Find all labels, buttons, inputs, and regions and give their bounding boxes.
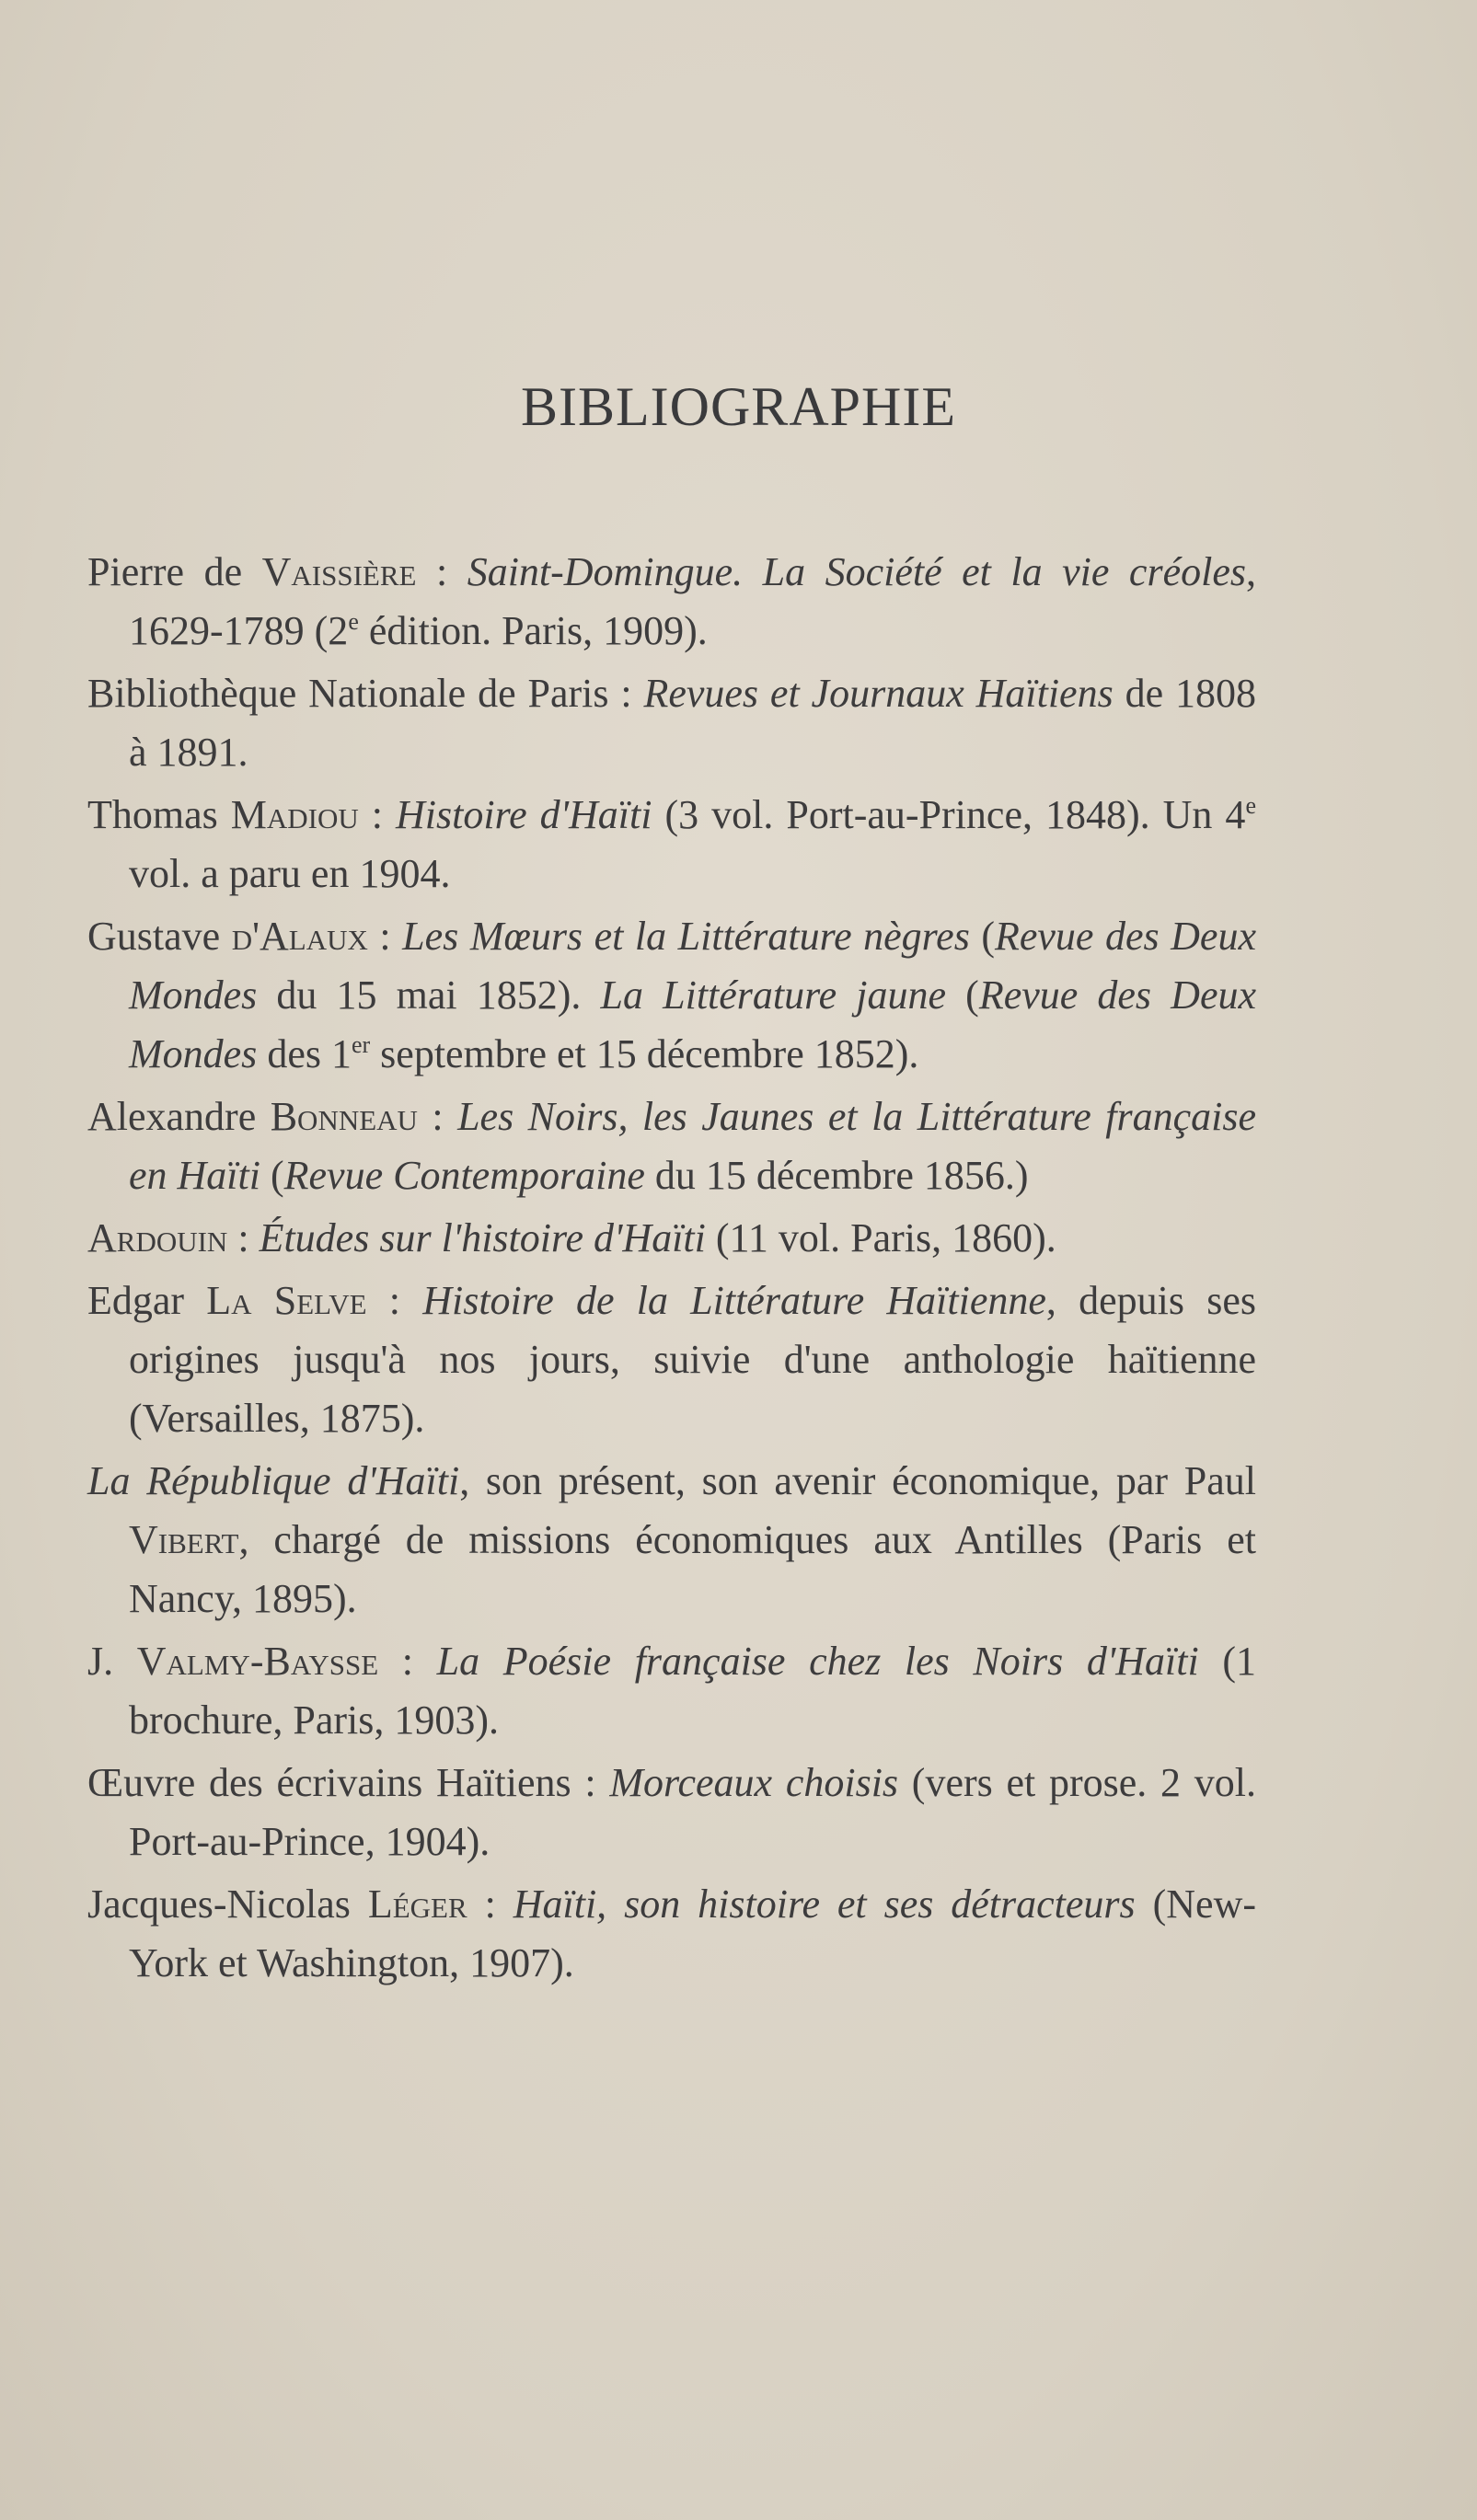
entry-text: de 1808 à 1891. xyxy=(129,671,1256,775)
entry-superscript: e xyxy=(1245,792,1256,819)
entry-author: Ardouin xyxy=(87,1215,228,1260)
bibliography-entry xyxy=(87,1875,1256,1993)
entry-text: ( xyxy=(946,972,979,1018)
bibliography-entry xyxy=(87,1087,1256,1205)
entry-superscript: er xyxy=(351,1031,371,1058)
entry-work-title: La Poésie française chez les Noirs d'Haïti xyxy=(436,1639,1199,1684)
bibliography-entry xyxy=(87,786,1256,903)
bibliography-entry xyxy=(87,1272,1256,1448)
bibliography-list xyxy=(87,543,1256,1996)
bibliography-entry xyxy=(87,664,1256,782)
entry-text: : xyxy=(367,914,403,959)
entry-text: du 15 décembre 1856.) xyxy=(644,1153,1029,1198)
entry-text: des 1 xyxy=(257,1031,352,1076)
entry-work-title: Les Mœurs et la Littérature nègres xyxy=(402,914,970,959)
entry-author: Bonneau xyxy=(270,1094,418,1139)
entry-text: Jacques-Nicolas xyxy=(87,1881,368,1927)
entry-superscript: e xyxy=(348,608,359,635)
entry-text: Œuvre des écrivains Haïtiens : xyxy=(87,1760,610,1805)
entry-text: Gustave xyxy=(87,914,232,959)
entry-work-title: Morceaux choisis xyxy=(609,1760,899,1805)
entry-work-title: La Littérature jaune xyxy=(600,972,947,1018)
entry-text: : xyxy=(378,1639,437,1684)
bibliography-entry xyxy=(87,1632,1256,1750)
entry-text: (3 vol. Port-au-Prince, 1848). Un 4 xyxy=(652,792,1246,837)
entry-work-title: Revues et Journaux Haïtiens xyxy=(643,671,1114,716)
entry-text: ( xyxy=(969,914,995,959)
entry-work-title: Les Noirs, les Jaunes et la Littérature française en Haïti xyxy=(129,1094,1256,1198)
entry-work-title: Études sur l'histoire d'Haïti xyxy=(259,1215,706,1260)
entry-work-title: La République d'Haïti xyxy=(87,1458,460,1503)
entry-text: du 15 mai 1852). xyxy=(257,972,601,1018)
entry-text: Thomas xyxy=(87,792,231,837)
entry-text: (1 brochure, Paris, 1903). xyxy=(129,1639,1257,1743)
entry-text: Edgar xyxy=(87,1278,207,1323)
bibliography-entry xyxy=(87,543,1256,661)
entry-author: Vaissière xyxy=(261,549,417,594)
entry-text: édition. Paris, 1909). xyxy=(358,608,708,653)
entry-author: Valmy-Baysse xyxy=(136,1639,379,1684)
entry-work-title: Haïti, son histoire et ses détracteurs xyxy=(513,1881,1136,1927)
entry-author: La Selve xyxy=(206,1278,367,1323)
entry-work-title: Saint-Domingue. La Société et la vie créoles xyxy=(467,549,1246,594)
entry-text: Bibliothèque Nationale de Paris : xyxy=(87,671,644,716)
bibliography-entry xyxy=(87,1452,1256,1628)
bibliography-entry xyxy=(87,1754,1256,1871)
entry-author: Léger xyxy=(367,1881,467,1927)
entry-text: ( xyxy=(260,1153,284,1198)
entry-text: (New-York et Washington, 1907). xyxy=(129,1881,1256,1985)
entry-text: Pierre de xyxy=(87,549,262,594)
entry-author: Madiou xyxy=(230,792,359,837)
entry-periodical: Revue Contemporaine xyxy=(283,1153,645,1198)
entry-text: , son présent, son avenir économique, par Paul xyxy=(459,1458,1256,1503)
entry-text: : xyxy=(416,549,467,594)
entry-text: Alexandre xyxy=(87,1094,271,1139)
entry-text: (11 vol. Paris, 1860). xyxy=(705,1215,1056,1260)
bibliography-entry xyxy=(87,907,1256,1084)
entry-text: : xyxy=(467,1881,513,1927)
entry-text: : xyxy=(366,1278,423,1323)
entry-author: Vibert xyxy=(129,1517,239,1562)
entry-text: (vers et prose. 2 vol. Port-au-Prince, 1904). xyxy=(129,1760,1256,1864)
entry-author: d'Alaux xyxy=(231,914,368,959)
entry-periodical: Revue des Deux Mondes xyxy=(129,914,1256,1018)
entry-text: , depuis ses origines jusqu'à nos jours, suivie d'une anthologie haïtienne (Versailles, 1875). xyxy=(129,1278,1256,1441)
entry-text: , 1629-1789 (2 xyxy=(129,549,1256,653)
entry-text: : xyxy=(227,1215,260,1260)
entry-text: : xyxy=(358,792,397,837)
bibliography-entry xyxy=(87,1209,1256,1268)
entry-text: septembre et 15 décembre 1852). xyxy=(370,1031,919,1076)
entry-text: : xyxy=(417,1094,458,1139)
entry-work-title: Histoire de la Littérature Haïtienne xyxy=(422,1278,1046,1323)
entry-text: , chargé de missions économiques aux Antilles (Paris et Nancy, 1895). xyxy=(129,1517,1256,1621)
entry-text: vol. a paru en 1904. xyxy=(129,851,451,896)
entry-text: J. xyxy=(87,1639,137,1684)
page-title: BIBLIOGRAPHIE xyxy=(521,376,956,437)
entry-periodical: Revue des Deux Mondes xyxy=(129,972,1256,1076)
entry-work-title: Histoire d'Haïti xyxy=(396,792,652,837)
